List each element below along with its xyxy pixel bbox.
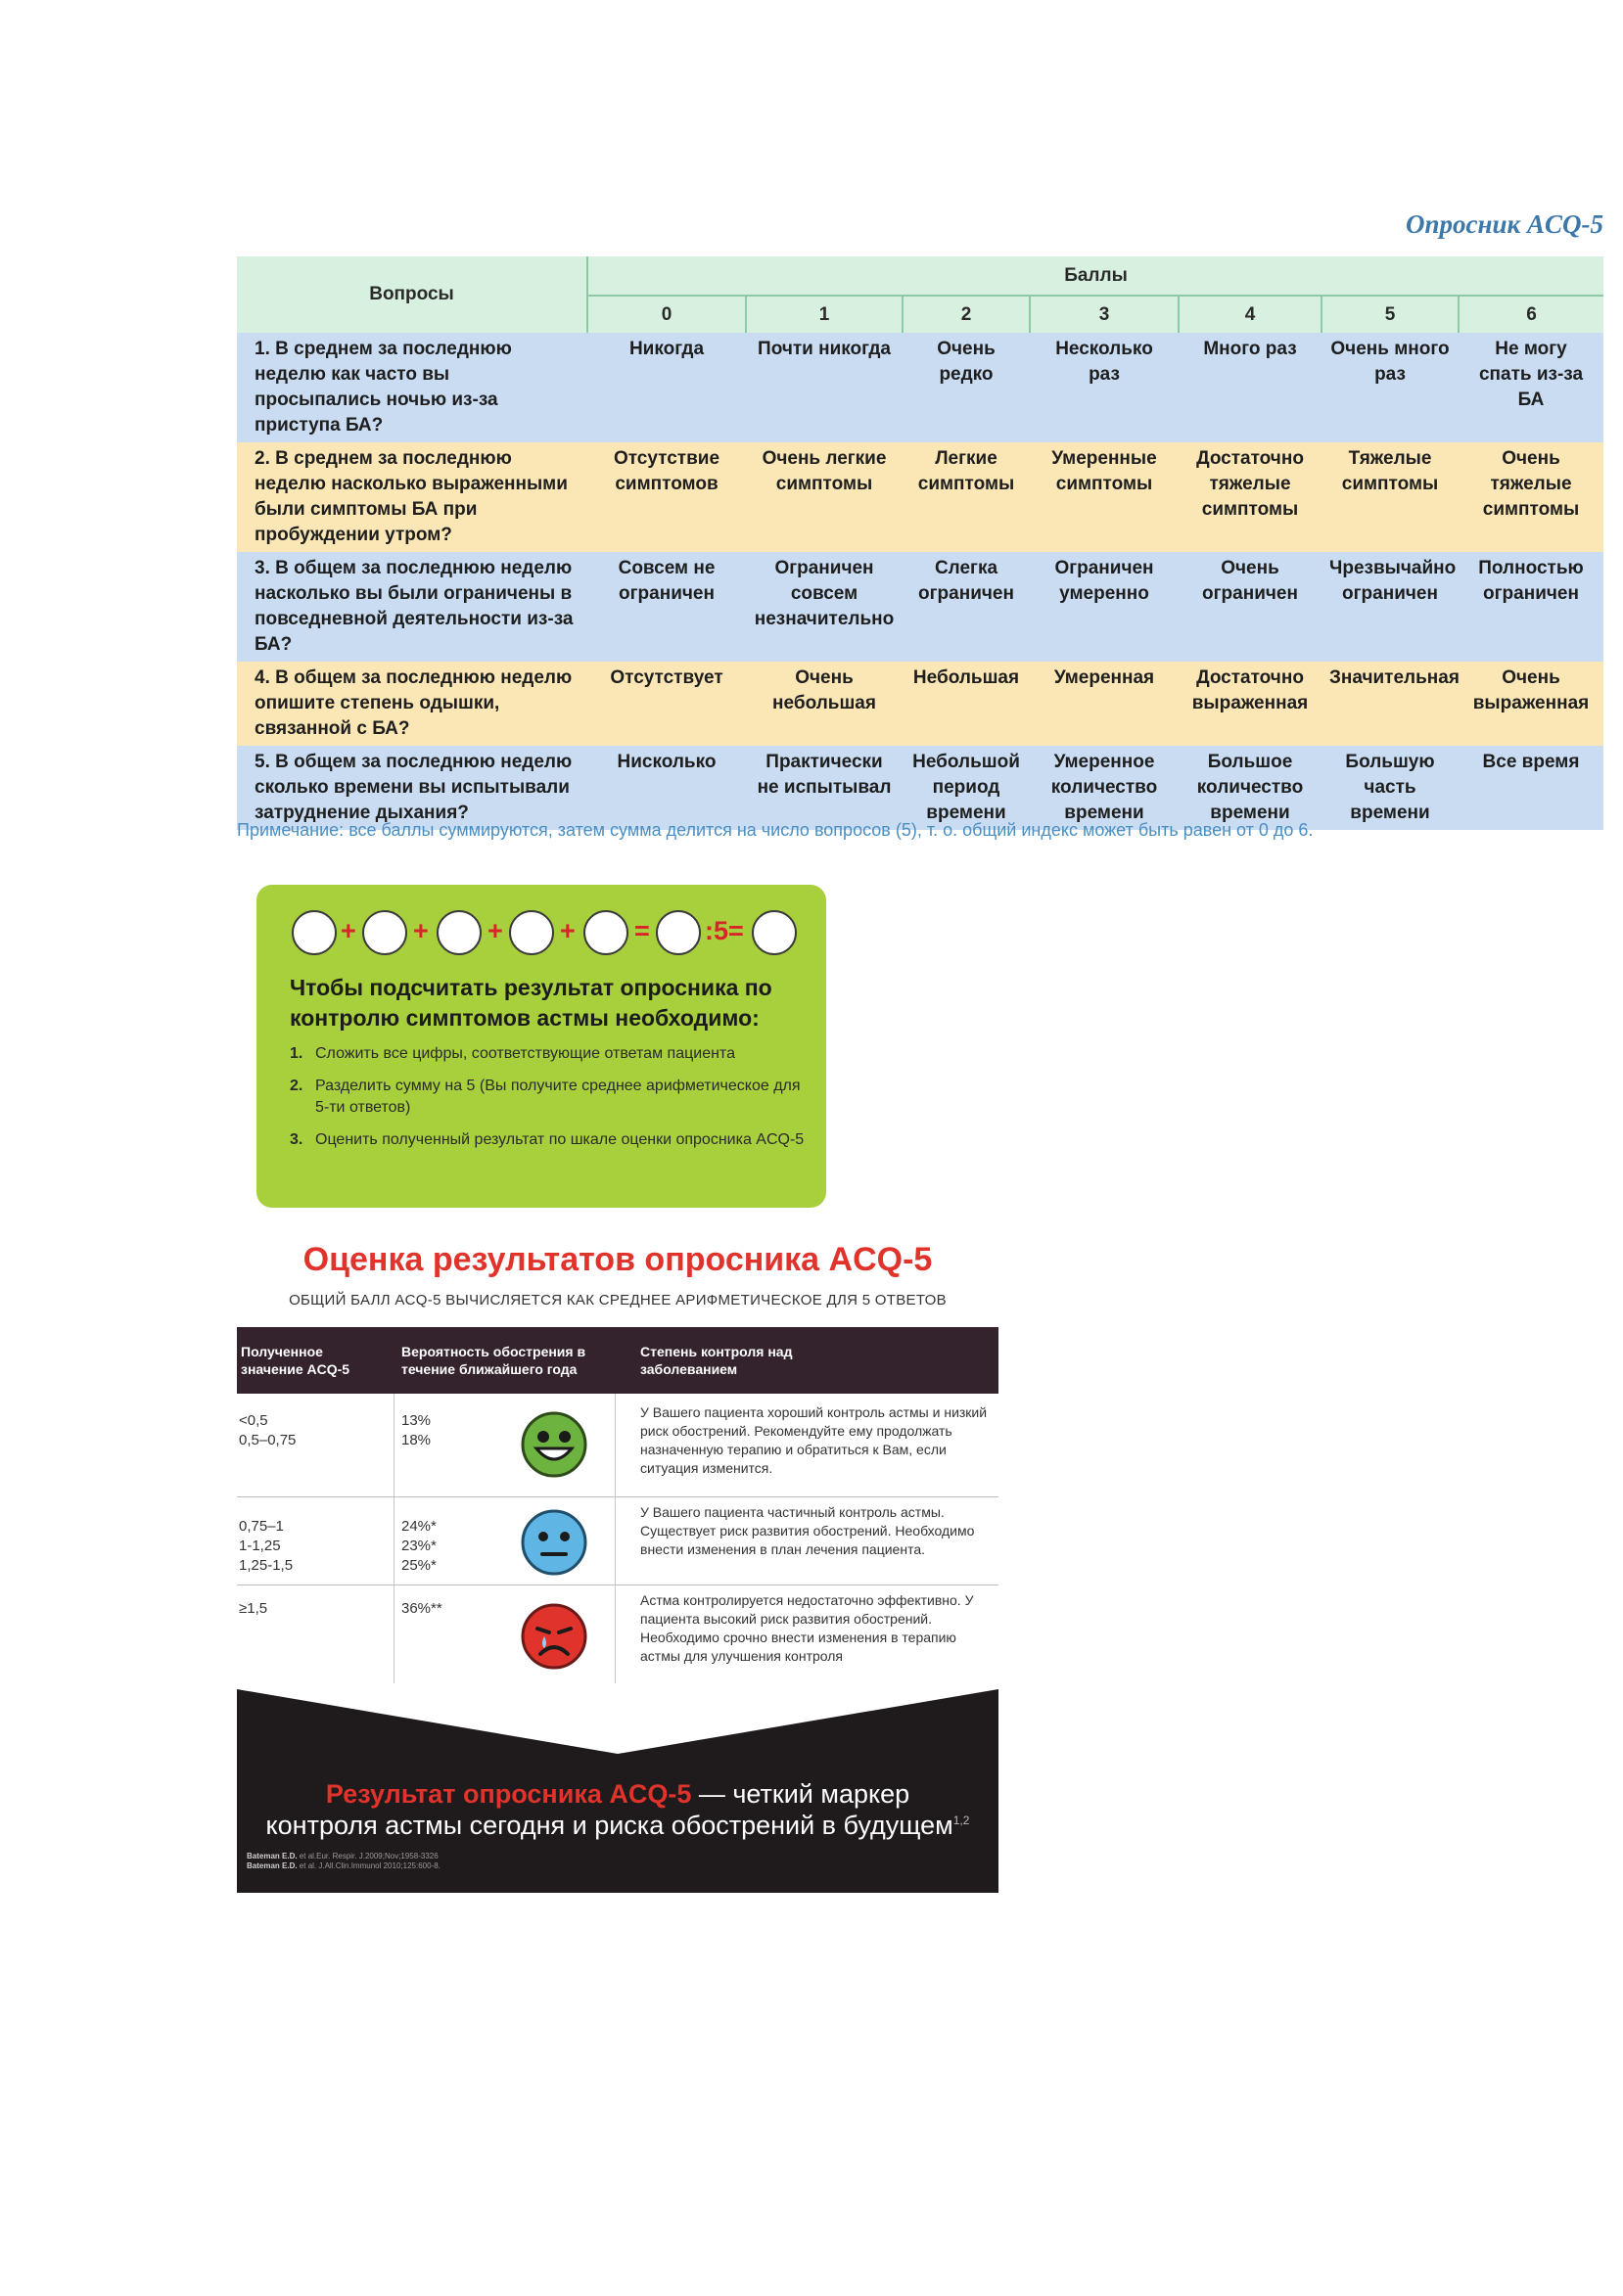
blank-circle	[752, 910, 797, 955]
step-number: 2.	[290, 1078, 303, 1094]
card-heading: Чтобы подсчитать результат опросника по контролю симптомов астмы необходимо:	[290, 975, 772, 1031]
answer-cell: Очень ограничен	[1179, 552, 1322, 662]
answer-cell: Небольшой период времени	[903, 746, 1030, 830]
table-row	[237, 333, 1603, 442]
acq5-questionnaire-table	[237, 256, 1603, 830]
table-row	[237, 1497, 998, 1585]
equals-sign: =	[634, 916, 650, 945]
answer-cell: Несколько раз	[1030, 333, 1179, 442]
answer-cell: Очень тяжелые симптомы	[1459, 442, 1603, 552]
card-steps	[290, 1043, 809, 1162]
table-row	[237, 662, 1603, 746]
answer-cell: Отсутствие симптомов	[587, 442, 746, 552]
question-cell: 4. В общем за последнюю неделю опишите степень одышки, связанной с БА?	[237, 662, 587, 746]
header-probability: Вероятность обострения в течение ближайшего года	[401, 1344, 586, 1377]
answer-cell: Небольшая	[903, 662, 1030, 746]
score-column-6: 6	[1459, 296, 1603, 333]
answer-cell: Умеренные симптомы	[1030, 442, 1179, 552]
answer-cell: Чрезвычайно ограничен	[1322, 552, 1459, 662]
score-column-4: 4	[1179, 296, 1322, 333]
exacerbation-probability: 13% 18%	[401, 1412, 432, 1448]
divider	[615, 1394, 616, 1496]
blank-circle	[362, 910, 407, 955]
acq-value: 0,75–1 1-1,25 1,25-1,5	[239, 1518, 294, 1574]
step-number: 1.	[290, 1045, 303, 1062]
exacerbation-probability: 36%**	[401, 1600, 442, 1617]
banner-line-2-text: контроля астмы сегодня и риска обострений в будущем	[265, 1811, 953, 1840]
blank-circle	[292, 910, 337, 955]
table-row	[237, 746, 1603, 830]
answer-cell: Ограничен совсем незначительно	[746, 552, 903, 662]
results-title: Оценка результатов опросника ACQ-5	[302, 1241, 933, 1278]
reference-author: Bateman E.D.	[247, 1852, 298, 1860]
crying-face-icon	[519, 1601, 589, 1672]
question-cell: 5. В общем за последнюю неделю сколько времени вы испытывали затруднение дыхания?	[237, 746, 587, 830]
questionnaire-title: Опросник ACQ-5	[1406, 209, 1603, 239]
banner-line-2	[237, 1811, 998, 1841]
score-column-3: 3	[1030, 296, 1179, 333]
answer-cell: Очень легкие симптомы	[746, 442, 903, 552]
answer-cell: Очень небольшая	[746, 662, 903, 746]
table-note: Примечание: все баллы суммируются, затем сумма делится на число вопросов (5), т. о. общий индекс может быть равен от 0 до 6.	[237, 820, 1314, 840]
divide-sign: :5=	[705, 916, 744, 945]
happy-face-icon	[519, 1409, 589, 1480]
answer-cell: Умеренная	[1030, 662, 1179, 746]
answer-cell: Отсутствует	[587, 662, 746, 746]
reference-source: et al. J.All.Clin.Immunol 2010;125:600-8.	[297, 1861, 441, 1870]
control-description: У Вашего пациента частичный контроль астмы. Существует риск развития обострений. Необходимо внести изменения в план лечения пациента.	[640, 1504, 975, 1557]
answer-cell: Все время	[1459, 746, 1603, 830]
score-column-1: 1	[746, 296, 903, 333]
divider	[615, 1585, 616, 1683]
answer-cell: Тяжелые симптомы	[1322, 442, 1459, 552]
instruction-card	[256, 885, 826, 1208]
list-item	[290, 1076, 809, 1119]
table-row	[237, 442, 1603, 552]
answer-cell: Большое количество времени	[1179, 746, 1322, 830]
answer-cell: Нисколько	[587, 746, 746, 830]
score-column-2: 2	[903, 296, 1030, 333]
answer-cell: Очень редко	[903, 333, 1030, 442]
score-formula	[292, 910, 811, 959]
blank-circle	[509, 910, 554, 955]
answer-cell: Слегка ограничен	[903, 552, 1030, 662]
plus-sign: +	[487, 916, 503, 945]
blank-circle	[583, 910, 628, 955]
results-table-header	[237, 1327, 998, 1394]
answer-cell: Достаточно выраженная	[1179, 662, 1322, 746]
header-questions: Вопросы	[237, 256, 587, 333]
answer-cell: Ограничен умеренно	[1030, 552, 1179, 662]
question-cell: 1. В среднем за последнюю неделю как часто вы просыпались ночью из-за приступа БА?	[237, 333, 587, 442]
blank-circle	[437, 910, 482, 955]
score-column-0: 0	[587, 296, 746, 333]
acq-value: <0,5 0,5–0,75	[239, 1412, 297, 1448]
header-value: Полученное значение ACQ-5	[241, 1344, 350, 1377]
plus-sign: +	[413, 916, 429, 945]
answer-cell: Умеренное количество времени	[1030, 746, 1179, 830]
banner-line-1	[237, 1779, 998, 1810]
answer-cell: Легкие симптомы	[903, 442, 1030, 552]
answer-cell: Очень выраженная	[1459, 662, 1603, 746]
divider	[615, 1497, 616, 1584]
answer-cell: Достаточно тяжелые симптомы	[1179, 442, 1322, 552]
step-number: 3.	[290, 1131, 303, 1148]
results-banner	[237, 1683, 998, 1893]
control-description: Астма контролируется недостаточно эффективно. У пациента высокий риск развития обострений. Необходимо срочно внести изменения в терапию астмы для улучшения контроля	[640, 1592, 974, 1664]
references	[247, 1852, 441, 1871]
acq-value: ≥1,5	[239, 1600, 268, 1617]
question-cell: 2. В среднем за последнюю неделю насколько выраженными были симптомы БА при пробуждении утром?	[237, 442, 587, 552]
reference	[247, 1852, 441, 1861]
table-row	[237, 1585, 998, 1683]
header-control: Степень контроля над заболеванием	[640, 1344, 793, 1377]
table-row	[237, 1394, 998, 1497]
answer-cell: Практически не испытывал	[746, 746, 903, 830]
answer-cell: Никогда	[587, 333, 746, 442]
list-item	[290, 1129, 809, 1151]
reference-source: et al.Eur. Respir. J.2009;Nov;1958-3326	[297, 1852, 439, 1860]
results-subtitle: ОБЩИЙ БАЛЛ ACQ-5 ВЫЧИСЛЯЕТСЯ КАК СРЕДНЕЕ АРИФМЕТИЧЕСКОЕ ДЛЯ 5 ОТВЕТОВ	[289, 1292, 947, 1309]
step-text: Оценить полученный результат по шкале оценки опросника ACQ-5	[315, 1131, 805, 1148]
blank-circle	[656, 910, 701, 955]
answer-cell: Почти никогда	[746, 333, 903, 442]
step-text: Сложить все цифры, соответствующие ответам пациента	[315, 1045, 735, 1062]
plus-sign: +	[341, 916, 356, 945]
question-cell: 3. В общем за последнюю неделю насколько вы были ограничены в повседневной деятельности из-за БА?	[237, 552, 587, 662]
answer-cell: Не могу спать из-за БА	[1459, 333, 1603, 442]
plus-sign: +	[560, 916, 576, 945]
banner-line-1-rest: — четкий маркер	[691, 1779, 910, 1809]
control-description: У Вашего пациента хороший контроль астмы и низкий риск обострений. Рекомендуйте ему продолжать назначенную терапию и обратиться к Вам, если ситуация изменится.	[640, 1404, 988, 1476]
answer-cell: Полностью ограничен	[1459, 552, 1603, 662]
list-item	[290, 1043, 809, 1065]
reference	[247, 1861, 441, 1871]
banner-superscript: 1,2	[952, 1814, 970, 1827]
answer-cell: Значительная	[1322, 662, 1459, 746]
reference-author: Bateman E.D.	[247, 1861, 298, 1870]
answer-cell: Очень много раз	[1322, 333, 1459, 442]
step-text: Разделить сумму на 5 (Вы получите среднее арифметическое для 5-ти ответов)	[315, 1078, 801, 1116]
exacerbation-probability: 24%* 23%* 25%*	[401, 1518, 437, 1574]
answer-cell: Большую часть времени	[1322, 746, 1459, 830]
answer-cell: Много раз	[1179, 333, 1322, 442]
banner-highlight: Результат опросника ACQ-5	[325, 1779, 692, 1809]
score-column-5: 5	[1322, 296, 1459, 333]
neutral-face-icon	[519, 1507, 589, 1578]
header-scores: Баллы	[587, 256, 1603, 296]
answer-cell: Совсем не ограничен	[587, 552, 746, 662]
table-row	[237, 552, 1603, 662]
